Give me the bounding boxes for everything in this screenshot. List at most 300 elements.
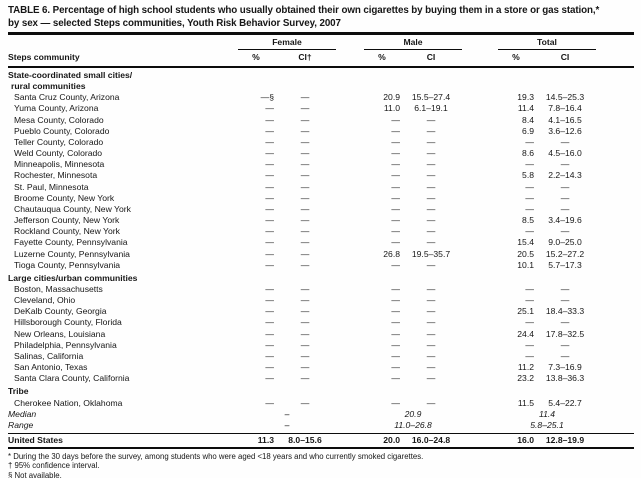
male-ci-cell: — (426, 295, 436, 306)
column-gap (336, 92, 364, 103)
female-pct-cell: — (265, 203, 274, 214)
table-row (8, 284, 634, 295)
male-pct-cell: — (391, 170, 400, 181)
community-name: Teller County, Colorado (14, 136, 104, 147)
column-gap (336, 159, 364, 170)
female-pct-cell: — (265, 136, 274, 147)
male-pct-cell: — (391, 159, 400, 170)
female-pct-cell: — (265, 295, 274, 306)
table-row (8, 398, 634, 409)
column-gap (462, 204, 498, 215)
column-gap (462, 373, 498, 384)
column-gap (336, 373, 364, 384)
column-gap (336, 351, 364, 362)
female-ci-cell: — (300, 159, 310, 170)
male-ci-cell: 15.5–27.4 (411, 92, 451, 103)
male-pct-cell: — (391, 362, 400, 373)
female-pct-cell: — (265, 328, 274, 339)
male-summary-value: 20.9 (404, 408, 422, 419)
male-pct-cell: — (391, 215, 400, 226)
male-ci-cell: — (426, 373, 436, 384)
total-pct-cell: — (525, 181, 534, 192)
column-gap (336, 329, 364, 340)
column-gap (462, 340, 498, 351)
table-row (8, 103, 634, 114)
column-gap (336, 295, 364, 306)
table-row (8, 340, 634, 351)
total-ci-cell: — (560, 339, 570, 350)
female-pct-cell: — (265, 114, 274, 125)
column-gap (462, 92, 498, 103)
male-ci-cell: — (426, 350, 436, 361)
male-ci-cell: — (426, 397, 436, 408)
column-gap (462, 126, 498, 137)
male-ci-cell: — (426, 125, 436, 136)
community-name: Salinas, California (14, 350, 84, 361)
table-row (8, 137, 634, 148)
table-row (8, 351, 634, 362)
column-group-female: Female (238, 37, 336, 50)
column-gap (462, 215, 498, 226)
column-gap (462, 170, 498, 181)
male-ci-cell: — (426, 215, 436, 226)
column-gap (336, 317, 364, 328)
table-title (8, 5, 634, 30)
total-ci-cell: 5.7–17.3 (548, 259, 582, 270)
male-pct-cell: — (391, 192, 400, 203)
column-gap (336, 115, 364, 126)
female-pct-cell: — (265, 397, 274, 408)
female-pct-cell: —§ (260, 92, 274, 103)
male-ci-cell: — (426, 159, 436, 170)
female-pct-cell: — (265, 215, 274, 226)
table-title-line-1: TABLE 6. Percentage of high school students who usually obtained their own cigarettes by buying them in a store or gas station,* (8, 5, 600, 16)
total-ci-cell: 5.4–22.7 (548, 397, 582, 408)
female-ci-cell: — (300, 295, 310, 306)
community-name: Rockland County, New York (14, 226, 120, 237)
total-ci-cell: 13.8–36.3 (545, 373, 585, 384)
community-name: DeKalb County, Georgia (14, 306, 107, 317)
female-ci-cell: — (300, 226, 310, 237)
total-pct-cell: — (525, 295, 534, 306)
female-ci-cell: — (300, 215, 310, 226)
female-ci-cell: — (300, 306, 310, 317)
male-pct-header: % (378, 51, 386, 62)
summary-label: Range (8, 419, 34, 430)
total-ci-cell: 7.3–16.9 (548, 362, 582, 373)
male-pct-cell: 11.0 (383, 103, 400, 114)
column-gap (336, 284, 364, 295)
female-ci-cell: — (300, 192, 310, 203)
female-summary-value: – (284, 419, 290, 430)
male-ci-cell: — (426, 362, 436, 373)
male-ci-cell: — (426, 237, 436, 248)
community-name: Jefferson County, New York (14, 215, 120, 226)
male-pct-cell: — (391, 226, 400, 237)
table-row (8, 237, 634, 248)
total-pct-cell: — (525, 159, 534, 170)
column-gap (336, 237, 364, 248)
community-name: Philadelphia, Pennsylvania (14, 339, 117, 350)
column-gap (462, 329, 498, 340)
community-name: Cleveland, Ohio (14, 295, 76, 306)
total-ci-cell: 12.8–19.9 (545, 434, 585, 445)
community-name: Luzerne County, Pennsylvania (14, 248, 130, 259)
table-row (8, 92, 634, 103)
male-ci-cell: — (426, 192, 436, 203)
total-pct-cell: 11.2 (517, 362, 534, 373)
total-ci-cell: — (560, 203, 570, 214)
summary-label: Median (8, 408, 37, 419)
male-pct-cell: 20.9 (383, 92, 400, 103)
total-ci-cell: — (560, 159, 570, 170)
column-gap (462, 260, 498, 271)
male-ci-cell: — (426, 114, 436, 125)
female-pct-cell: — (265, 259, 274, 270)
total-pct-cell: 20.5 (517, 248, 534, 259)
male-pct-cell: — (391, 181, 400, 192)
footnote-dagger: † 95% confidence interval. (8, 461, 100, 471)
male-ci-cell: — (426, 226, 436, 237)
male-ci-cell: — (426, 283, 436, 294)
total-ci-cell: 17.8–32.5 (545, 328, 585, 339)
male-pct-cell: — (391, 148, 400, 159)
table-row (8, 317, 634, 328)
table-row (8, 115, 634, 126)
total-pct-cell: — (525, 192, 534, 203)
male-ci-cell: 19.5–35.7 (411, 248, 451, 259)
female-ci-cell: — (300, 125, 310, 136)
community-name: Cherokee Nation, Oklahoma (14, 397, 123, 408)
female-pct-cell: — (265, 248, 274, 259)
total-pct-cell: — (525, 226, 534, 237)
column-gap (336, 340, 364, 351)
male-pct-cell: — (391, 114, 400, 125)
column-gap (336, 260, 364, 271)
column-gap (336, 126, 364, 137)
column-group-male: Male (364, 37, 462, 50)
column-gap (336, 137, 364, 148)
total-pct-cell: 8.5 (522, 215, 534, 226)
female-ci-cell: — (300, 339, 310, 350)
column-gap (462, 362, 498, 373)
footnote-section: § Not available. (8, 470, 62, 478)
summary-row (8, 420, 634, 431)
community-name: New Orleans, Louisiana (14, 328, 106, 339)
total-pct-cell: 19.3 (517, 92, 534, 103)
female-pct-cell: — (265, 317, 274, 328)
female-pct-cell: — (265, 373, 274, 384)
female-ci-cell: — (300, 373, 310, 384)
section-header: State-coordinated small cities/ (8, 70, 133, 80)
total-pct-cell: 8.4 (522, 114, 534, 125)
total-ci-cell: — (560, 283, 570, 294)
total-pct-cell: 11.5 (517, 397, 534, 408)
female-ci-cell: — (300, 114, 310, 125)
female-ci-cell: — (300, 317, 310, 328)
community-name: Tioga County, Pennsylvania (14, 259, 121, 270)
male-pct-cell: — (391, 339, 400, 350)
community-name: Santa Cruz County, Arizona (14, 92, 120, 103)
column-gap (462, 306, 498, 317)
community-name: San Antonio, Texas (14, 362, 88, 373)
total-pct-cell: — (525, 317, 534, 328)
total-pct-cell: 11.4 (517, 103, 534, 114)
female-ci-cell: — (300, 397, 310, 408)
community-name: Hillsborough County, Florida (14, 317, 122, 328)
community-name: United States (8, 434, 63, 445)
column-gap (336, 193, 364, 204)
female-pct-cell: — (265, 170, 274, 181)
column-gap (336, 362, 364, 373)
female-ci-cell: — (300, 328, 310, 339)
total-ci-cell: 15.2–27.2 (545, 248, 585, 259)
table-row (8, 260, 634, 271)
female-ci-cell: — (300, 103, 310, 114)
column-gap (462, 249, 498, 260)
female-pct-cell: — (265, 226, 274, 237)
male-ci-cell: — (426, 259, 436, 270)
column-gap (336, 226, 364, 237)
male-ci-cell: — (426, 317, 436, 328)
total-ci-cell: 14.5–25.3 (545, 92, 585, 103)
male-ci-cell: — (426, 203, 436, 214)
total-ci-cell: 2.2–14.3 (548, 170, 582, 181)
male-pct-cell: — (391, 237, 400, 248)
column-gap (462, 115, 498, 126)
table-row (8, 295, 634, 306)
community-column-header: Steps community (8, 51, 80, 62)
female-pct-cell: — (265, 159, 274, 170)
total-ci-cell: 4.1–16.5 (548, 114, 582, 125)
community-name: Pueblo County, Colorado (14, 125, 110, 136)
column-header-row (8, 50, 634, 66)
male-pct-cell: — (391, 373, 400, 384)
total-pct-cell: — (525, 350, 534, 361)
male-ci-cell: 16.0–24.8 (411, 434, 451, 445)
male-pct-cell: — (391, 259, 400, 270)
column-gap (336, 103, 364, 114)
total-pct-cell: 10.1 (517, 259, 534, 270)
community-name: Yuma County, Arizona (14, 103, 99, 114)
male-ci-cell: 6.1–19.1 (414, 103, 448, 114)
column-gap (462, 226, 498, 237)
total-pct-cell: 8.6 (522, 148, 534, 159)
total-pct-cell: 15.4 (517, 237, 534, 248)
total-pct-cell: — (525, 283, 534, 294)
column-gap (462, 237, 498, 248)
total-ci-cell: 9.0–25.0 (548, 237, 582, 248)
column-gap (462, 317, 498, 328)
female-pct-cell: — (265, 125, 274, 136)
total-ci-cell: 3.4–19.6 (548, 215, 582, 226)
female-pct-cell: — (265, 283, 274, 294)
male-summary-value: 11.0–26.8 (394, 419, 432, 430)
column-gap (462, 103, 498, 114)
table-row (8, 215, 634, 226)
total-ci-cell: — (560, 192, 570, 203)
male-ci-cell: — (426, 339, 436, 350)
community-name: Rochester, Minnesota (14, 170, 98, 181)
female-ci-cell: — (300, 181, 310, 192)
total-ci-cell: — (560, 317, 570, 328)
community-name: St. Paul, Minnesota (14, 181, 89, 192)
male-pct-cell: 20.0 (383, 434, 400, 445)
female-pct-cell: — (265, 362, 274, 373)
total-ci-cell: — (560, 136, 570, 147)
male-ci-cell: — (426, 328, 436, 339)
female-pct-cell: — (265, 148, 274, 159)
female-pct-cell: — (265, 339, 274, 350)
male-pct-cell: — (391, 350, 400, 361)
table-row (8, 159, 634, 170)
table-row (8, 373, 634, 384)
column-gap (462, 398, 498, 409)
female-pct-cell: — (265, 237, 274, 248)
total-pct-cell: 6.9 (522, 125, 534, 136)
column-gap (336, 170, 364, 181)
female-ci-cell: — (300, 148, 310, 159)
community-name: Fayette County, Pennsylvania (14, 237, 128, 248)
total-ci-cell: — (560, 295, 570, 306)
community-name: Boston, Massachusetts (14, 283, 103, 294)
female-ci-cell: — (300, 362, 310, 373)
total-ci-cell: 3.6–12.6 (548, 125, 582, 136)
female-ci-cell: — (300, 248, 310, 259)
total-pct-cell: 5.8 (522, 170, 534, 181)
table-title-line-2: by sex — selected Steps communities, Youth Risk Behavior Survey, 2007 (8, 17, 341, 29)
column-gap (462, 137, 498, 148)
total-summary-value: 5.8–25.1 (530, 419, 564, 430)
female-ci-cell: 8.0–15.6 (288, 434, 322, 445)
total-ci-cell: — (560, 181, 570, 192)
table-row (8, 148, 634, 159)
table-row (8, 204, 634, 215)
column-gap (336, 182, 364, 193)
female-pct-cell: — (265, 181, 274, 192)
column-gap (462, 295, 498, 306)
community-name: Santa Clara County, California (14, 373, 130, 384)
female-ci-cell: — (300, 203, 310, 214)
section-header: rural communities (11, 81, 86, 92)
total-pct-cell: — (525, 339, 534, 350)
female-ci-cell: — (300, 283, 310, 294)
table-row (8, 306, 634, 317)
column-gap (462, 284, 498, 295)
column-gap (462, 182, 498, 193)
male-pct-cell: — (391, 317, 400, 328)
column-gap (336, 148, 364, 159)
male-ci-cell: — (426, 170, 436, 181)
total-ci-cell: — (560, 226, 570, 237)
table-body (8, 70, 634, 431)
section-header: Large cities/urban communities (8, 272, 138, 283)
female-pct-cell: — (265, 306, 274, 317)
male-pct-cell: 26.8 (383, 248, 400, 259)
male-pct-cell: — (391, 295, 400, 306)
column-gap (462, 159, 498, 170)
table-row (8, 329, 634, 340)
female-pct-header: % (252, 51, 260, 62)
column-gap (336, 398, 364, 409)
male-pct-cell: — (391, 203, 400, 214)
table-bottom-rule (8, 447, 634, 450)
female-ci-cell: — (300, 237, 310, 248)
male-ci-cell: — (426, 181, 436, 192)
male-pct-cell: — (391, 328, 400, 339)
total-ci-cell: — (560, 350, 570, 361)
total-pct-cell: — (525, 136, 534, 147)
male-ci-cell: — (426, 306, 436, 317)
total-ci-header: CI (560, 51, 570, 62)
community-name: Chautauqua County, New York (14, 203, 131, 214)
total-ci-cell: 7.8–16.4 (548, 103, 582, 114)
table-row (8, 193, 634, 204)
male-ci-cell: — (426, 148, 436, 159)
female-pct-cell: 11.3 (257, 434, 274, 445)
total-pct-cell: 24.4 (517, 328, 534, 339)
column-gap (462, 148, 498, 159)
male-pct-cell: — (391, 397, 400, 408)
column-gap (336, 215, 364, 226)
footnote-asterisk: * During the 30 days before the survey, among students who were aged <18 years and who currently smoked cigarettes. (8, 451, 424, 461)
female-ci-header: CI† (298, 51, 312, 62)
total-summary-value: 11.4 (538, 408, 556, 419)
female-pct-cell: — (265, 103, 274, 114)
community-name: Broome County, New York (14, 192, 115, 203)
total-ci-cell: 18.4–33.3 (545, 306, 585, 317)
community-name: Minneapolis, Minnesota (14, 159, 105, 170)
female-pct-cell: — (265, 192, 274, 203)
column-group-header-row (8, 35, 634, 50)
column-gap (462, 193, 498, 204)
column-gap (462, 351, 498, 362)
column-group-total: Total (498, 37, 596, 50)
table-row (8, 126, 634, 137)
male-pct-cell: — (391, 125, 400, 136)
male-pct-cell: — (391, 136, 400, 147)
community-name: Mesa County, Colorado (14, 114, 104, 125)
summary-row (8, 409, 634, 420)
total-pct-cell: — (525, 203, 534, 214)
female-ci-cell: — (300, 259, 310, 270)
community-name: Weld County, Colorado (14, 148, 103, 159)
female-ci-cell: — (300, 350, 310, 361)
footnotes (8, 452, 634, 478)
table-row (8, 182, 634, 193)
column-group-header-spacer (8, 37, 238, 50)
column-gap (336, 249, 364, 260)
female-ci-cell: — (300, 170, 310, 181)
table-row (8, 249, 634, 260)
section-header: Tribe (8, 386, 29, 397)
male-pct-cell: — (391, 306, 400, 317)
male-ci-cell: — (426, 136, 436, 147)
male-ci-header: CI (426, 51, 436, 62)
total-pct-cell: 16.0 (517, 434, 534, 445)
total-pct-cell: 23.2 (517, 373, 534, 384)
total-pct-header: % (512, 51, 520, 62)
female-ci-cell: — (300, 136, 310, 147)
female-summary-value: – (284, 408, 290, 419)
header-divider-rule (8, 66, 634, 69)
male-pct-cell: — (391, 283, 400, 294)
table-row (8, 226, 634, 237)
table-row (8, 170, 634, 181)
female-ci-cell: — (300, 92, 310, 103)
total-ci-cell: 4.5–16.0 (548, 148, 582, 159)
table-row (8, 362, 634, 373)
